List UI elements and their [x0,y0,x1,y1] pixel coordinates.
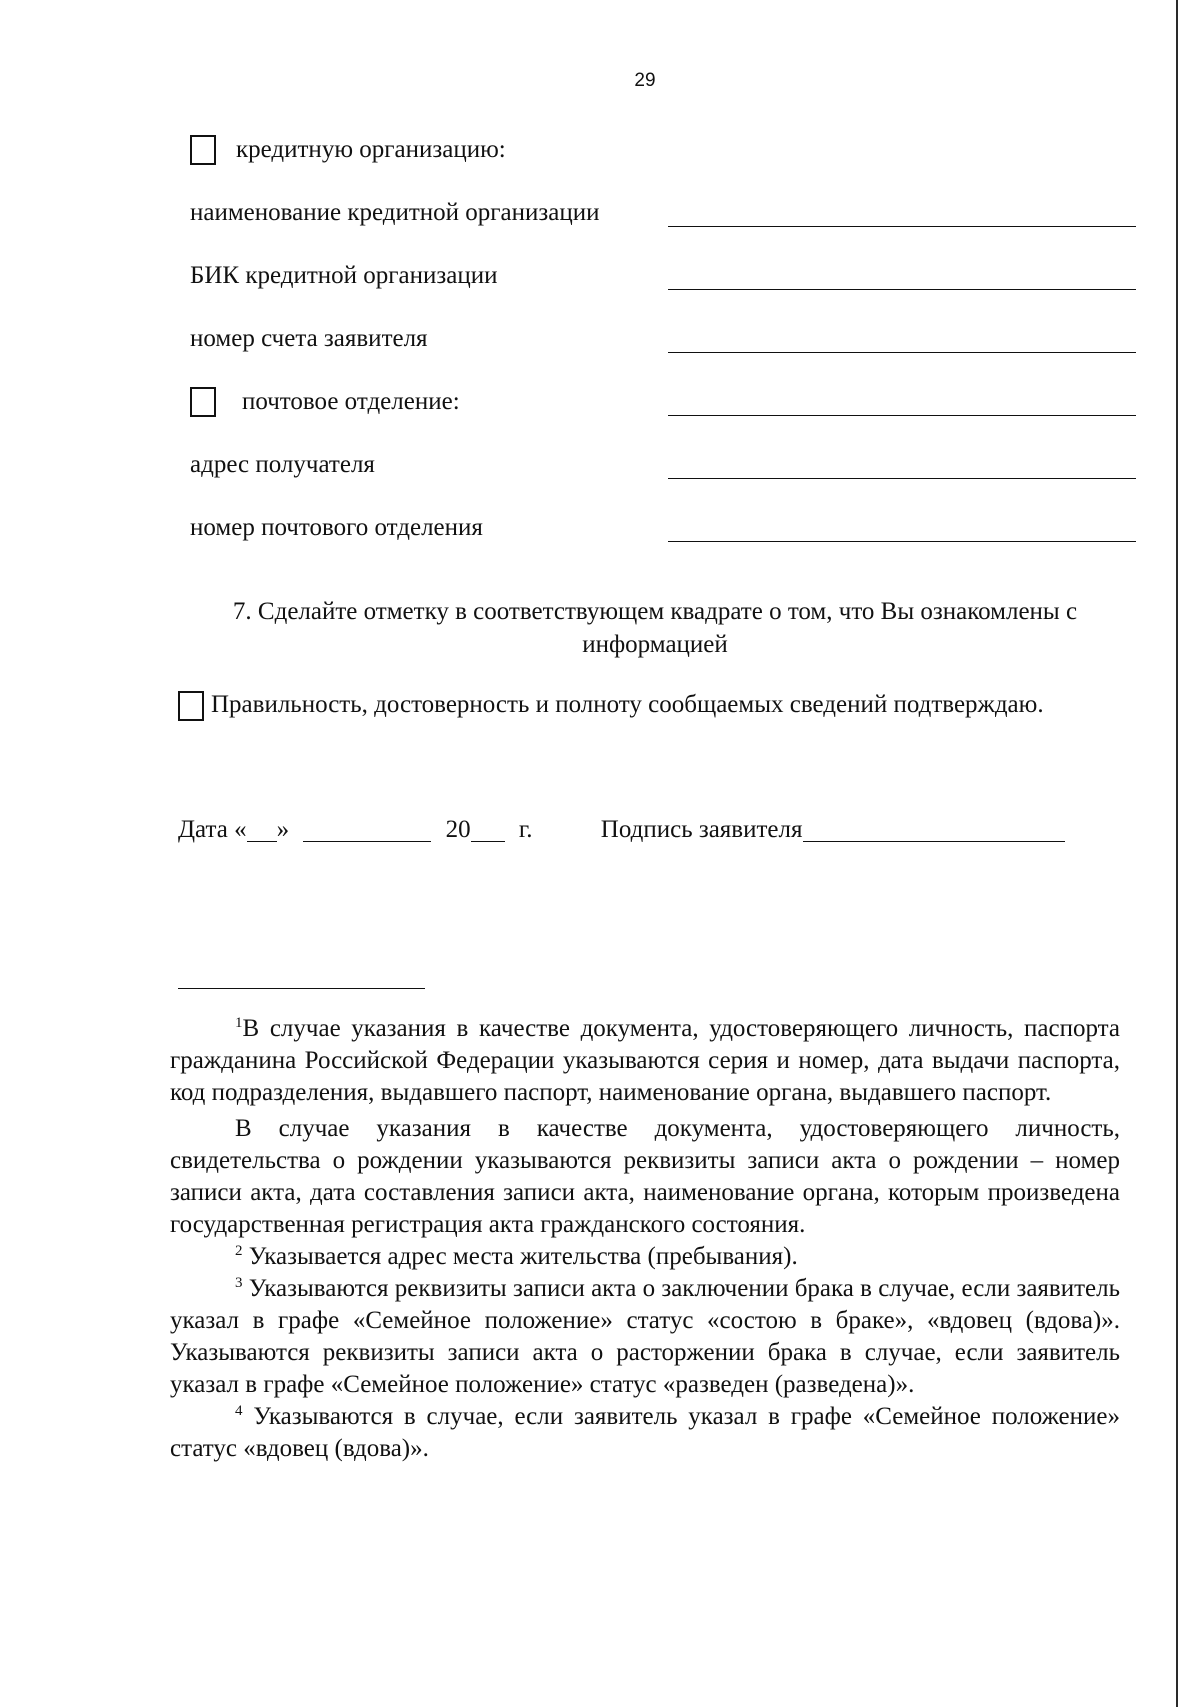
footnote-4 [170,1401,1120,1465]
footnote-1b-text: В случае указания в качестве документа, удостоверяющего личность, свидетельства о рождении указываются реквизиты записи акта о рождении – номер записи акта, дата составления записи акта, наименование органа, которым произведена государственная регистрация акта гражданского состояния. [170,1115,1120,1238]
recipient-address-label: адрес получателя [190,451,375,478]
post-office-checkbox[interactable] [190,387,216,417]
signature-field[interactable] [803,815,1065,842]
date-signature-row [178,815,1065,845]
account-label: номер счета заявителя [190,325,428,352]
bank-name-field[interactable] [668,226,1136,227]
credit-org-checkbox[interactable] [190,135,216,165]
date-month-field[interactable] [303,815,431,842]
footnote-2 [170,1241,1120,1273]
account-field[interactable] [668,352,1136,353]
post-office-number-label: номер почтового отделения [190,514,483,541]
confirm-text: Правильность, достоверность и полноту сообщаемых сведений подтверждаю. [211,691,1044,718]
footnote-2-mark: 2 [235,1243,243,1259]
page-edge-line [1176,0,1178,1707]
footnote-3 [170,1273,1120,1401]
post-office-number-field[interactable] [668,541,1136,542]
footnote-4-mark: 4 [235,1403,243,1419]
year-suffix: г. [518,816,533,843]
footnote-1b [170,1113,1120,1241]
footnote-1 [170,1013,1120,1109]
confirm-checkbox[interactable] [178,691,204,721]
date-label: Дата « [178,816,247,843]
post-office-field[interactable] [668,415,1136,416]
footnote-1-mark: 1 [235,1015,243,1031]
footnote-3-mark: 3 [235,1275,243,1291]
footnote-separator [178,988,425,989]
signature-label: Подпись заявителя [600,816,803,843]
page-number: 29 [634,70,656,91]
footnote-1-text: В случае указания в качестве документа, удостоверяющего личность, паспорта гражданина Российской Федерации указываются серия и номер, дата выдачи паспорта, код подразделения, выдавшего паспорт, наименование органа, выдавшего паспорт. [170,1015,1120,1106]
footnote-4-text: Указываются в случае, если заявитель указал в графе «Семейное положение» статус «вдовец (вдова)». [170,1403,1121,1462]
bik-label: БИК кредитной организации [190,262,498,289]
bik-field[interactable] [668,289,1136,290]
date-close-quote: » [276,816,290,843]
footnote-2-text: Указывается адрес места жительства (пребывания). [248,1243,798,1270]
credit-org-label: кредитную организацию: [236,136,506,163]
footnotes [170,1013,1120,1465]
post-office-label: почтовое отделение: [242,388,460,415]
recipient-address-field[interactable] [668,478,1136,479]
bank-name-label: наименование кредитной организации [190,199,600,226]
date-year-field[interactable] [471,815,505,842]
section-7-title: 7. Сделайте отметку в соответствующем квадрате о том, что Вы ознакомлены с информацией [232,598,1078,658]
date-day-field[interactable] [247,815,277,842]
year-prefix: 20 [445,816,471,843]
footnote-3-text: Указываются реквизиты записи акта о заключении брака в случае, если заявитель указал в графе «Семейное положение» статус «состою в браке», «вдовец (вдова)». Указываются реквизиты записи акта о расторжении брака в случае, если заявитель указал в графе «Семейное положение» статус «разведен (разведена)». [170,1275,1121,1398]
